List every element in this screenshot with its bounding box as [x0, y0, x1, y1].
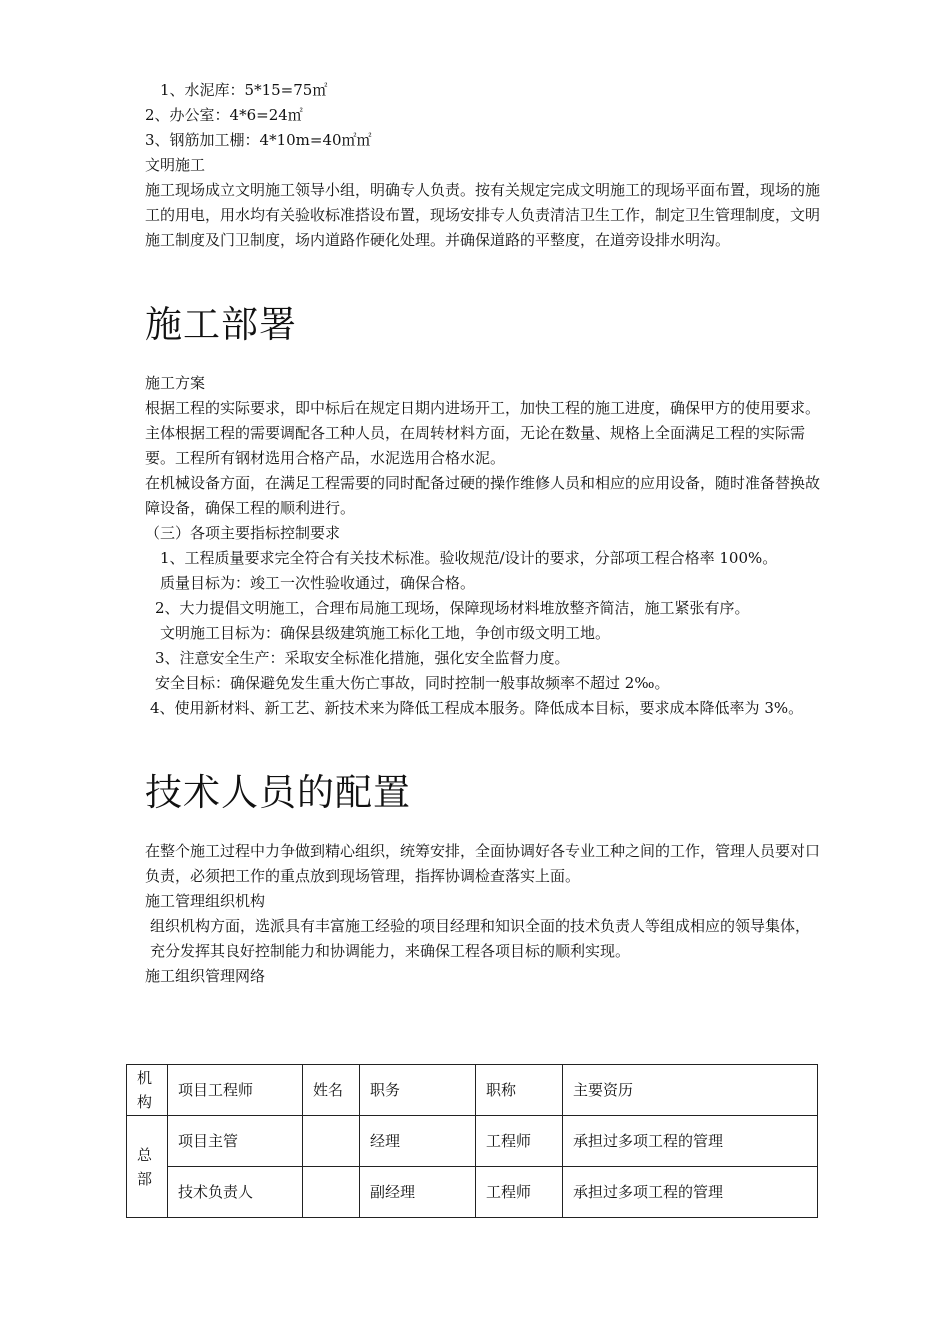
org-label: 施工管理组织机构: [145, 892, 266, 910]
cell-resume: 承担过多项工程的管理: [563, 1167, 818, 1218]
document-body: [145, 78, 820, 989]
list-item: 质量目标为：竣工一次性验收通过，确保合格。: [160, 574, 476, 592]
list-item: 2、办公室：4*6=24㎡: [145, 106, 303, 124]
cell-duty: 经理: [360, 1116, 476, 1167]
civil-label: 文明施工: [145, 156, 206, 174]
cell-duty: 副经理: [360, 1167, 476, 1218]
cell-title: 工程师: [476, 1167, 563, 1218]
table-caption: 施工组织管理网络: [145, 967, 266, 985]
section-title-staffing: 技术人员的配置: [145, 771, 411, 814]
cell-role: 项目主管: [168, 1116, 303, 1167]
header-role: 项目工程师: [168, 1065, 303, 1116]
list-item: 文明施工目标为：确保县级建筑施工标化工地，争创市级文明工地。: [160, 624, 611, 642]
list-item: 2、大力提倡文明施工，合理布局施工现场，保障现场材料堆放整齐简洁，施工紧张有序。: [155, 599, 750, 617]
header-org: [127, 1065, 168, 1116]
list-item: 4、使用新材料、新工艺、新技术来为降低工程成本服务。降低成本目标，要求成本降低率为 3%。: [150, 699, 804, 717]
cell-name: [303, 1116, 360, 1167]
cell-role: 技术负责人: [168, 1167, 303, 1218]
list-item: 3、注意安全生产：采取安全标准化措施，强化安全监督力度。: [155, 649, 570, 667]
cell-title: 工程师: [476, 1116, 563, 1167]
header-org-char: 机: [137, 1069, 153, 1087]
group-char: 总: [137, 1145, 153, 1164]
list-item: 1、水泥库：5*15=75㎡: [160, 81, 328, 99]
list-item: 安全目标：确保避免发生重大伤亡事故，同时控制一般事故频率不超过 2‰。: [155, 674, 670, 692]
paragraph: 在机械设备方面，在满足工程需要的同时配备过硬的操作维修人员和相应的应用设备，随时准备替换故障设备，确保工程的顺利进行。: [145, 474, 821, 517]
paragraph: 主体根据工程的需要调配各工种人员，在周转材料方面，无论在数量、规格上全面满足工程的实际需要。工程所有钢材选用合格产品，水泥选用合格水泥。: [145, 424, 806, 467]
header-org-char: 构: [137, 1093, 153, 1111]
list-item: 1、工程质量要求完全符合有关技术标准。验收规范/设计的要求，分部项工程合格率 100%。: [160, 549, 778, 567]
paragraph: 根据工程的实际要求，即中标后在规定日期内进场开工，加快工程的施工进度，确保甲方的使用要求。: [145, 399, 821, 417]
header-name: 姓名: [303, 1065, 360, 1116]
header-title: 职称: [476, 1065, 563, 1116]
group-cell: [127, 1116, 168, 1218]
header-resume: 主要资历: [563, 1065, 818, 1116]
table-row: [127, 1116, 818, 1167]
cell-name: [303, 1167, 360, 1218]
header-duty: 职务: [360, 1065, 476, 1116]
civil-paragraph: 施工现场成立文明施工领导小组，明确专人负责。按有关规定完成文明施工的现场平面布置，现场的施工的用电，用水均有关验收标准搭设布置，现场安排专人负责清洁卫生工作，制定卫生管理制度，文明施工制度及门卫制度，场内道路作硬化处理。并确保道路的平整度，在道旁设排水明沟。: [145, 181, 821, 249]
plan-label: 施工方案: [145, 374, 206, 392]
table-row: [127, 1167, 818, 1218]
group-char: 部: [137, 1169, 153, 1188]
list-item: 3、钢筋加工棚：4*10m=40㎡㎡: [145, 131, 372, 149]
table-header-row: [127, 1065, 818, 1116]
subheading: （三）各项主要指标控制要求: [145, 524, 341, 542]
paragraph: 在整个施工过程中力争做到精心组织，统筹安排，全面协调好各专业工种之间的工作，管理人员要对口负责，必须把工作的重点放到现场管理，指挥协调检查落实上面。: [145, 842, 821, 885]
paragraph: 组织机构方面，选派具有丰富施工经验的项目经理和知识全面的技术负责人等组成相应的领导集体，充分发挥其良好控制能力和协调能力，来确保工程各项目标的顺利实现。: [150, 917, 811, 960]
section-title-deployment: 施工部署: [145, 303, 297, 346]
org-table: [126, 1064, 818, 1218]
cell-resume: 承担过多项工程的管理: [563, 1116, 818, 1167]
